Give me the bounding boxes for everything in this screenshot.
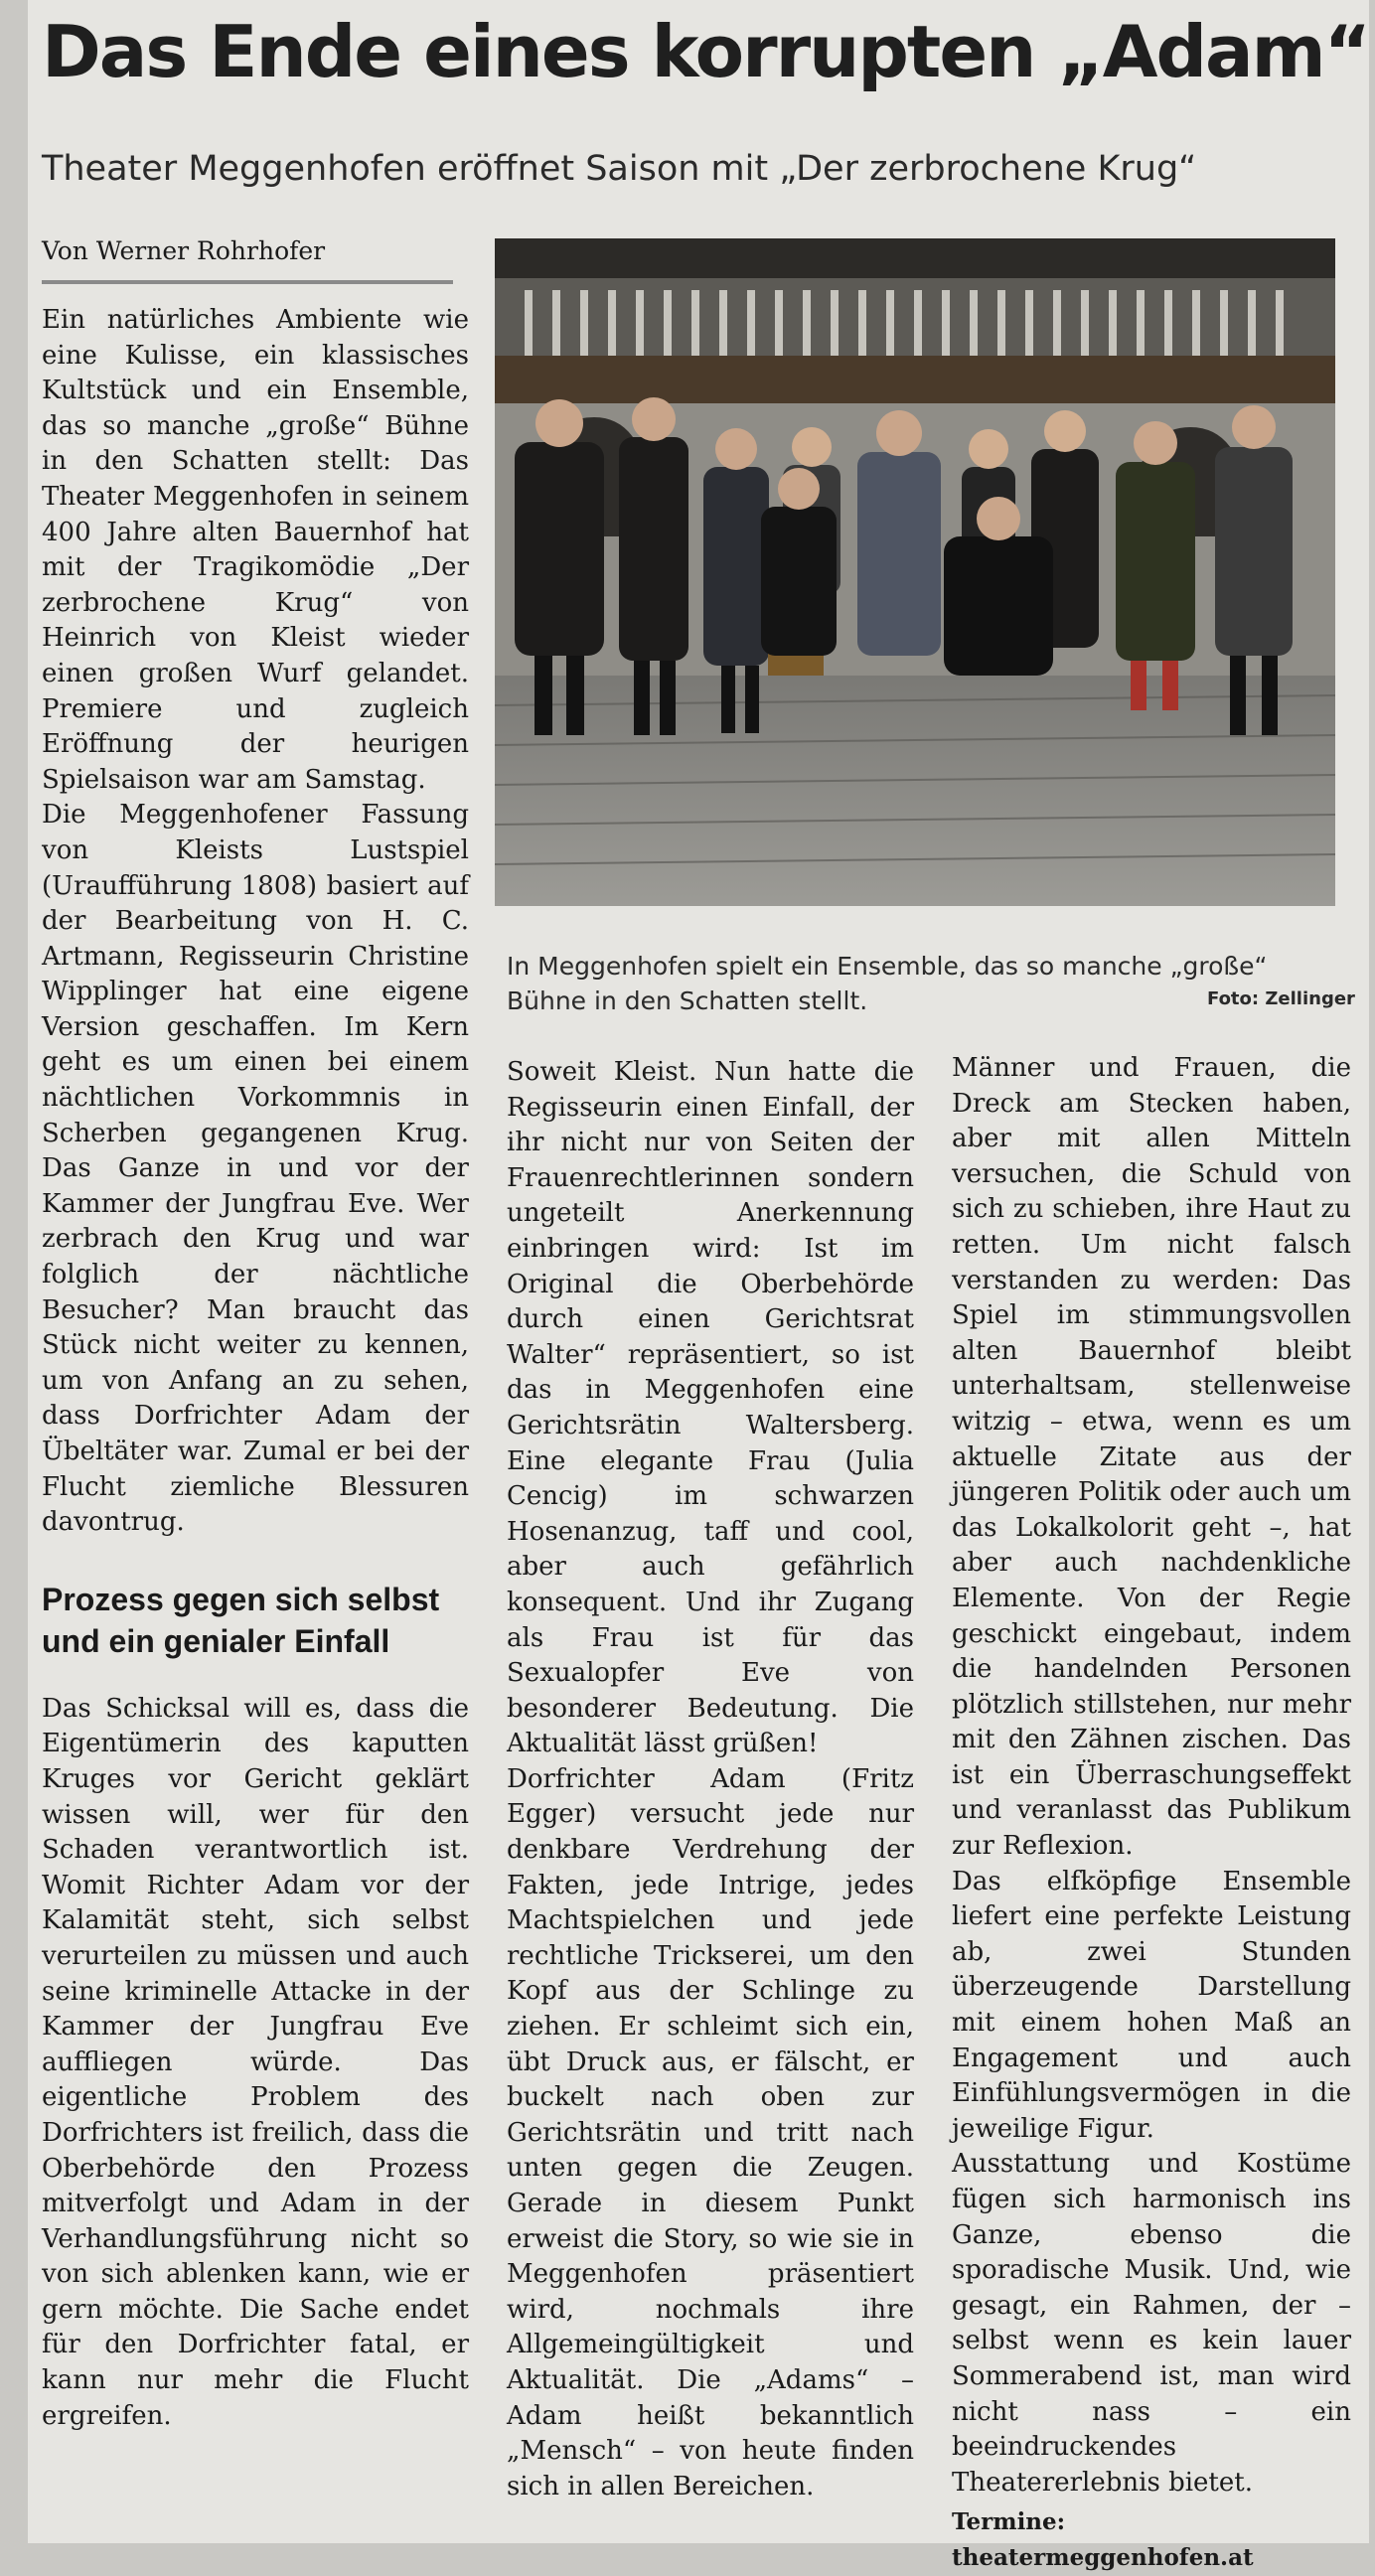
section-subheading: Prozess gegen sich selbst und ein genialer Einfall: [42, 1581, 440, 1659]
article-subheadline: Theater Meggenhofen eröffnet Saison mit „Der zerbrochene Krug“: [42, 149, 1197, 189]
paragraph: Das Schicksal will es, dass die Eigentümerin des kaputten Kruges vor Gericht geklärt wissen will, wer für den Schaden verantwortlich ist. Womit Richter Adam vor der Kalamität steht, sich selbst verurteilen zu müssen und auch seine kriminelle Attacke in der Kammer der Jungfrau Eve auffliegen würde. Das eigentliche Problem des Dorfrichters ist freilich, dass die Oberbehörde den Prozess mitverfolgt und Adam in der Verhandlungsführung nicht so von sich ablenken kann, wie er gern möchte. Die Sache endet für den Dorfrichter fatal, er kann nur mehr die Flucht ergreifen.: [42, 1693, 469, 2431]
paragraph: Männer und Frauen, die Dreck am Stecken haben, aber mit allen Mitteln versuchen, die Schuld von sich zu schieben, ihre Haut zu retten. Um nicht falsch verstanden zu werden: Das Spiel im stimmungsvollen alten Bauernhof bleibt unterhaltsam, stellenweise witzig – etwa, wenn es um aktuelle Zitate aus der jüngeren Politik oder auch um das Lokalkolorit geht –, hat aber auch nachdenkliche Elemente. Von der Regie geschickt eingebaut, indem die handelnden Personen plötzlich stillstehen, nur mehr mit den Zähnen zischen. Das ist ein Überraschungseffekt und veranlasst das Publikum zur Reflexion.: [952, 1053, 1351, 1862]
paragraph: Ausstattung und Kostüme fügen sich harmonisch ins Ganze, ebenso die sporadische Musik. Und, wie gesagt, ein Rahmen, der – selbst wenn es kein lauer Sommerabend ist, man wird nicht nass – ein beeindruckendes Theatererlebnis bietet.: [952, 2149, 1351, 2498]
paragraph: Das elfköpfige Ensemble liefert eine perfekte Leistung ab, zwei Stunden überzeugende Darstellung mit einem hohen Maß an Engagement und auch Einfühlungsvermögen in die jeweilige Figur.: [952, 1866, 1351, 2144]
photo-caption: In Meggenhofen spielt ein Ensemble, das so manche „große“ Bühne in den Schatten stellt.: [507, 952, 1268, 1015]
byline-divider: [42, 280, 453, 284]
ensemble-photo: [495, 238, 1335, 906]
article-column-1: [42, 303, 469, 2434]
event-dates-link[interactable]: Termine: theatermeggenhofen.at: [952, 2508, 1254, 2571]
article-headline: Das Ende eines korrupten „Adam“: [42, 10, 1369, 93]
paragraph: Ein natürliches Ambiente wie eine Kulisse, ein klassisches Kultstück und ein Ensemble, das so manche „große“ Bühne in den Schatten stellt: Das Theater Meggenhofen in seinem 400 Jahre alten Bauernhof hat mit der Tragikomödie „Der zerbrochene Krug“ von Heinrich von Kleist wieder einen großen Wurf gelandet. Premiere und zugleich Eröffnung der heurigen Spielsaison war am Samstag.: [42, 305, 469, 795]
article-column-3: [952, 1051, 1351, 2576]
photo-credit: Foto: Zellinger: [1207, 988, 1355, 1009]
paragraph: Die Meggenhofener Fassung von Kleists Lustspiel (Uraufführung 1808) basiert auf der Bearbeitung von H. C. Artmann, Regisseurin Christine Wipplinger hat eine eigene Version geschaffen. Im Kern geht es um einen bei einem nächtlichen Vorkommnis in Scherben gegangenen Krug. Das Ganze in und vor der Kammer der Jungfrau Eve. Wer zerbrach den Krug und war folglich der nächtliche Besucher? Man braucht das Stück nicht weiter zu kennen, um von Anfang an zu sehen, dass Dorfrichter Adam der Übeltäter war. Zumal er bei der Flucht ziemliche Blessuren davontrug.: [42, 800, 469, 1538]
stage-illustration: [495, 238, 1335, 906]
paragraph: Dorfrichter Adam (Fritz Egger) versucht jede nur denkbare Verdrehung der Fakten, jede Intrige, jedes Machtspielchen und jede rechtliche Trickserei, um den Kopf aus der Schlinge zu ziehen. Er schleimt sich ein, übt Druck aus, er fälscht, er buckelt nach oben zur Gerichtsrätin und tritt nach unten gegen die Zeugen. Gerade in diesem Punkt erweist die Story, so wie sie in Meggenhofen präsentiert wird, nochmals ihre Allgemeingültigkeit und Aktualität. Die „Adams“ – Adam heißt bekanntlich „Mensch“ – von heute finden sich in allen Bereichen.: [507, 1763, 914, 2501]
article-column-2: [507, 1055, 914, 2504]
article-byline: Von Werner Rohrhofer: [42, 236, 326, 265]
paragraph: Soweit Kleist. Nun hatte die Regisseurin einen Einfall, der ihr nicht nur von Seiten der Frauenrechtlerinnen sondern ungeteilt Anerkennung einbringen wird: Ist im Original die Oberbehörde durch einen Gerichtsrat Walter“ repräsentiert, so ist das in Meggenhofen eine Gerichtsrätin Waltersberg. Eine elegante Frau (Julia Cencig) im schwarzen Hosenanzug, taff und cool, aber auch gefährlich konsequent. Und ihr Zugang als Frau ist für das Sexualopfer Eve von besonderer Bedeutung. Die Aktualität lässt grüßen!: [507, 1057, 914, 1759]
